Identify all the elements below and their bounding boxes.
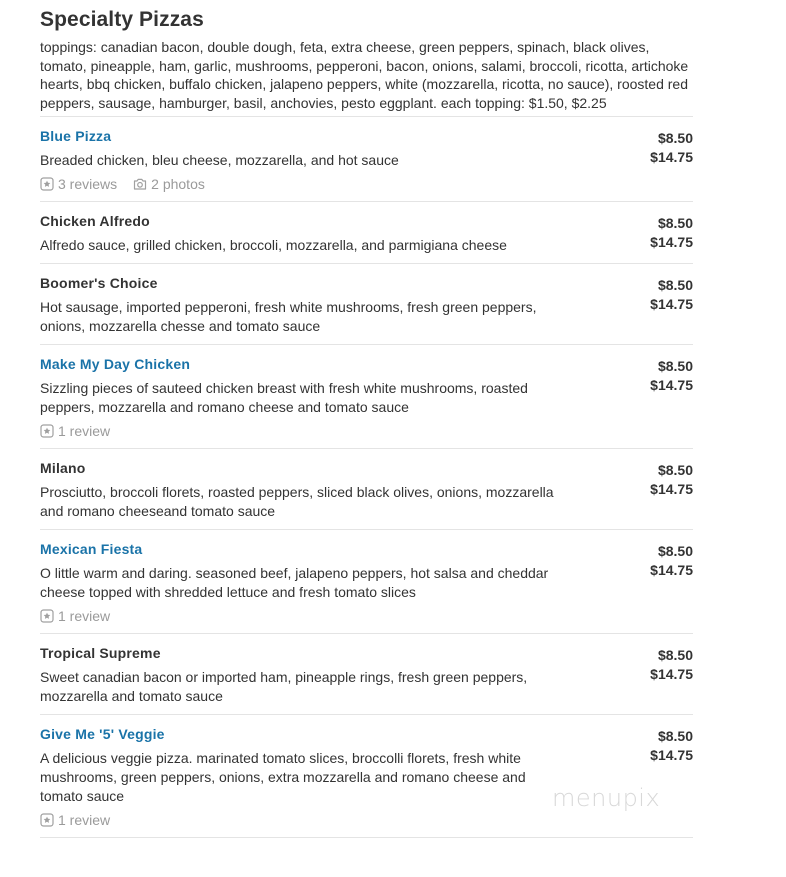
- item-description: Sizzling pieces of sauteed chicken breast with fresh white mushrooms, roasted peppers, mozzarella and romano cheese and tomato sauce: [40, 380, 528, 415]
- price-small: $8.50: [657, 215, 693, 231]
- item-name-link[interactable]: Blue Pizza: [40, 128, 112, 144]
- item-meta: [40, 811, 693, 829]
- price-large: $14.75: [650, 149, 693, 165]
- price-large: $14.75: [650, 666, 693, 682]
- price-large: $14.75: [650, 562, 693, 578]
- price-large: $14.75: [650, 377, 693, 393]
- section-description: toppings: canadian bacon, double dough, feta, extra cheese, green peppers, spinach, black olives, tomato, pineapple, ham, garlic, mushrooms, pepperoni, bacon, onions, salami, broccoli, ricotta, artichoke hearts, bbq chicken, buffalo chicken, jalapeno peppers, white (mozzarella, ricotta, no sauce), roosted red peppers, sausage, hamburger, basil, anchovies, pesto eggplant. each topping: $1.50, $2.25: [40, 39, 689, 111]
- reviews-link[interactable]: [40, 607, 110, 625]
- price-large: $14.75: [650, 296, 693, 312]
- star-badge-icon: [40, 177, 54, 191]
- price-large: $14.75: [650, 481, 693, 497]
- section-title: Specialty Pizzas: [40, 8, 204, 31]
- price-large: $14.75: [650, 747, 693, 763]
- menu-item: [40, 263, 693, 344]
- menu-item: [40, 529, 693, 633]
- watermark-logo: menupix: [552, 784, 661, 812]
- star-badge-icon: [40, 813, 54, 827]
- price-small: $8.50: [657, 358, 693, 374]
- item-name-link[interactable]: Give Me '5' Veggie: [40, 726, 165, 742]
- menu-item: [40, 201, 693, 263]
- menu-item: [40, 116, 693, 201]
- reviews-count: 1 review: [58, 423, 111, 439]
- item-name: Chicken Alfredo: [40, 213, 150, 229]
- item-name-link[interactable]: Mexican Fiesta: [40, 541, 143, 557]
- price-small: $8.50: [657, 647, 693, 663]
- price-small: $8.50: [657, 728, 693, 744]
- item-prices: [650, 542, 693, 580]
- item-name: Tropical Supreme: [40, 645, 161, 661]
- reviews-count: 3 reviews: [58, 176, 118, 192]
- item-description: Breaded chicken, bleu cheese, mozzarella, and hot sauce: [40, 152, 399, 168]
- photos-count: 2 photos: [151, 176, 205, 192]
- item-description: O little warm and daring. seasoned beef, jalapeno peppers, hot salsa and cheddar cheese topped with shredded lettuce and fresh tomato slices: [40, 565, 549, 600]
- item-name-link[interactable]: Make My Day Chicken: [40, 356, 191, 372]
- item-name: Milano: [40, 460, 86, 476]
- item-prices: [650, 129, 693, 167]
- menu-section: [40, 6, 693, 838]
- price-small: $8.50: [657, 277, 693, 293]
- item-name: Boomer's Choice: [40, 275, 158, 291]
- reviews-count: 1 review: [58, 812, 111, 828]
- item-prices: [650, 357, 693, 395]
- menu-item: [40, 714, 693, 838]
- item-description: Prosciutto, broccoli florets, roasted peppers, sliced black olives, onions, mozzarella and romano cheeseand tomato sauce: [40, 484, 554, 519]
- item-description: Hot sausage, imported pepperoni, fresh white mushrooms, fresh green peppers, onions, mozzarella chesse and tomato sauce: [40, 299, 537, 334]
- reviews-link[interactable]: [40, 422, 110, 440]
- item-meta: [40, 175, 693, 193]
- price-small: $8.50: [657, 130, 693, 146]
- item-description: Sweet canadian bacon or imported ham, pineapple rings, fresh green peppers, mozzarella and tomato sauce: [40, 669, 528, 704]
- item-meta: [40, 607, 693, 625]
- reviews-link[interactable]: [40, 175, 117, 193]
- price-small: $8.50: [657, 462, 693, 478]
- reviews-link[interactable]: [40, 811, 110, 829]
- item-prices: [650, 276, 693, 314]
- item-meta: [40, 422, 693, 440]
- camera-icon: [133, 177, 147, 191]
- item-prices: [650, 646, 693, 684]
- star-badge-icon: [40, 424, 54, 438]
- photos-link[interactable]: [133, 175, 205, 193]
- item-description: Alfredo sauce, grilled chicken, broccoli, mozzarella, and parmigiana cheese: [40, 237, 507, 253]
- item-description: A delicious veggie pizza. marinated tomato slices, broccolli florets, fresh white mushrooms, green peppers, onions, extra mozzarella and romano cheese and tomato sauce: [40, 750, 526, 804]
- item-prices: [650, 214, 693, 252]
- star-badge-icon: [40, 609, 54, 623]
- menu-item: [40, 344, 693, 448]
- reviews-count: 1 review: [58, 608, 111, 624]
- menu-items-list: [40, 116, 693, 838]
- price-small: $8.50: [657, 543, 693, 559]
- item-prices: [650, 461, 693, 499]
- menu-item: [40, 448, 693, 529]
- item-prices: [650, 727, 693, 765]
- price-large: $14.75: [650, 234, 693, 250]
- menu-item: [40, 633, 693, 714]
